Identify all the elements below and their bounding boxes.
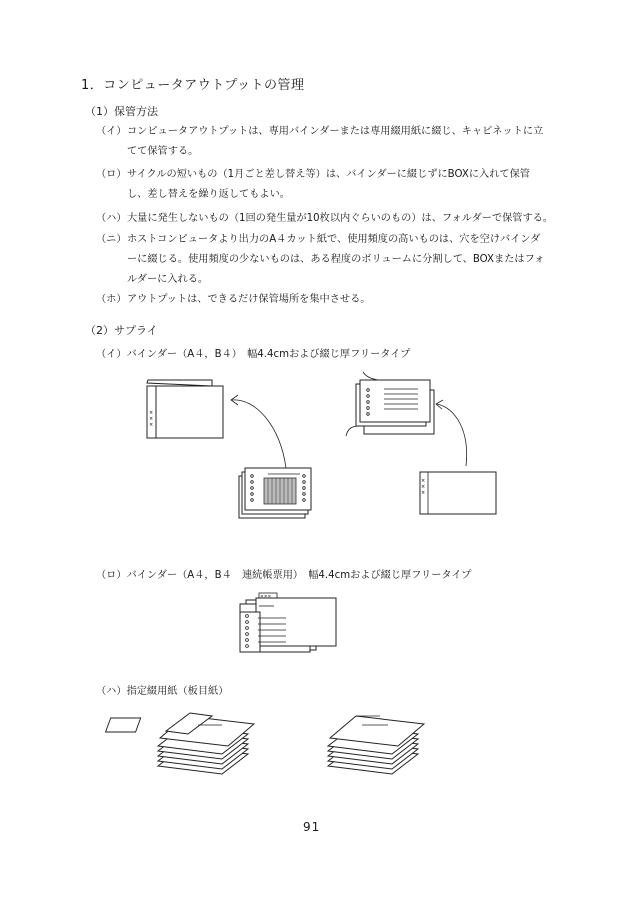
item-marker: （イ） <box>96 126 127 137</box>
folder-illustration <box>420 472 496 514</box>
storage-heading: （1）保管方法 <box>85 105 158 118</box>
item-text: バインダー（A４，B４ 連続帳票用） 幅4.4cmおよび綴じ厚フリータイプ <box>126 570 472 581</box>
item-marker: （ロ） <box>96 570 127 581</box>
item-text: 指定綴用紙（板目紙） <box>126 686 229 697</box>
svg-text:×: × <box>149 410 154 416</box>
item-marker: （ハ） <box>96 686 127 697</box>
supply-item-ro <box>96 566 471 581</box>
item-text: 大量に発生しないもの（1回の発生量が10枚以内ぐらいのもの）は、フォルダーで保管する。 <box>127 213 554 224</box>
svg-text:×: × <box>421 478 426 484</box>
svg-text:×: × <box>421 490 426 496</box>
item-text: コンピュータアウトプットは、専用バインダーまたは専用綴用紙に綴じ、キャビネットに立てて保管する。 <box>127 126 544 157</box>
filing-board-right-illustration <box>106 716 424 774</box>
supply-heading: （2）サプライ <box>85 324 158 337</box>
item-text: サイクルの短いもの（1月ごと差し替え等）は、バインダーに綴じずにBOXに入れて保管し、差し替えを繰り返してもよい。 <box>127 169 530 200</box>
item-marker: （イ） <box>96 349 127 360</box>
svg-text:×: × <box>421 484 426 490</box>
section-title: 1．コンピュータアウトプットの管理 <box>81 78 305 93</box>
item-text: アウトプットは、できるだけ保管場所を集中させる。 <box>127 294 371 305</box>
binder-open-illustration <box>346 372 434 436</box>
binder-closed-illustration <box>147 380 223 438</box>
arrow-icon <box>232 400 286 468</box>
item-marker: （ロ） <box>96 169 127 180</box>
item-marker: （ハ） <box>96 213 127 224</box>
item-text: バインダー（A４，B４） 幅4.4cmおよび綴じ厚フリータイプ <box>126 349 411 360</box>
supply-item-ha <box>96 682 228 697</box>
svg-text:×××: ××× <box>260 594 272 600</box>
page-number: 91 <box>303 820 321 834</box>
continuous-form-binder-illustration <box>240 593 336 652</box>
item-text: ホストコンピュータより出力のA４カット紙で、使用頻度の高いものは、穴を空けバインダーに綴じる。使用頻度の少ないものは、ある程度のボリュームに分割して、BOXまたはフォルダーに入れる。 <box>127 234 545 285</box>
item-marker: （ホ） <box>96 294 127 305</box>
svg-text:×: × <box>149 416 154 422</box>
paper-stack-illustration <box>239 468 311 518</box>
svg-text:×: × <box>149 422 154 428</box>
item-marker: （ニ） <box>96 234 127 245</box>
arrow-icon <box>437 404 467 466</box>
